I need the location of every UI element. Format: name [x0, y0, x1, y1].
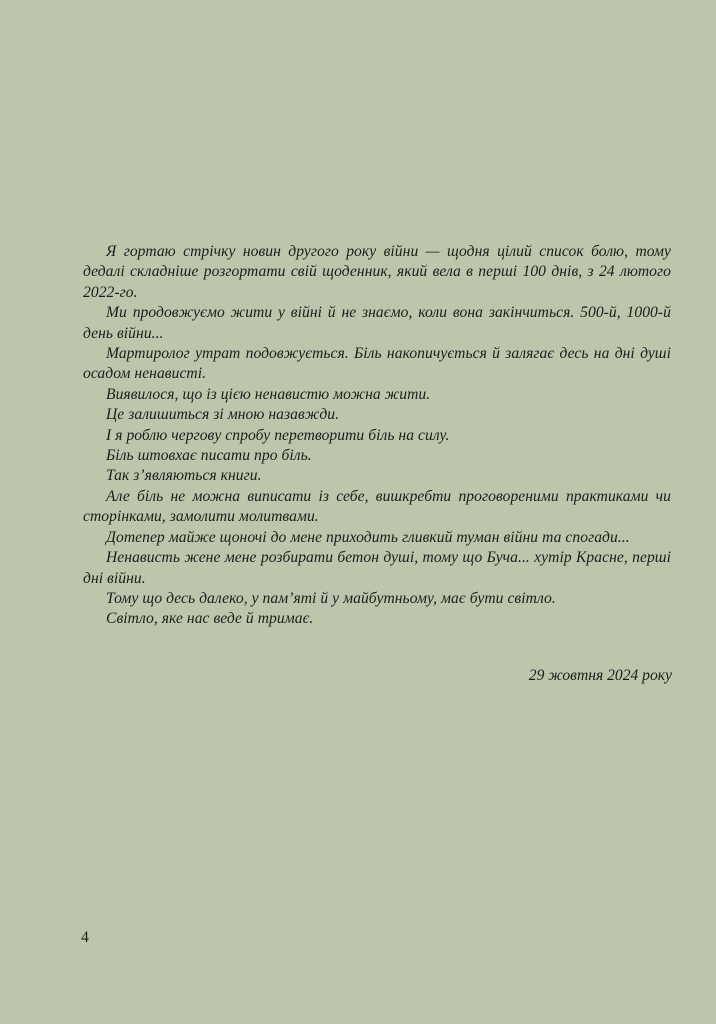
paragraph-6: І я роблю чергову спробу перетворити біль на силу. [106, 426, 450, 444]
paragraph-3: Мартиролог утрат подовжується. Біль накопичується й залягає десь на дні душі осадом ненависті. [83, 345, 671, 383]
paragraph-7: Біль штовхає писати про біль. [106, 447, 312, 465]
diary-text [83, 242, 671, 630]
paragraph-1: Я гортаю стрічку новин другого року війни — щодня цілий список болю, тому дедалі складніше розгортати свій щоденник, який вела в перші 100 днів, з 24 лютого 2022-го. [83, 243, 671, 301]
paragraph-11: Ненависть жене мене розбирати бетон душі, тому що Буча... хутір Красне, перші дні війни. [83, 549, 671, 587]
paragraph-9: Але біль не можна виписати із себе, вишкребти проговореними практиками чи сторінками, замолити молитвами. [83, 487, 671, 526]
paragraph-5: Це залишиться зі мною назавжди. [106, 406, 340, 424]
date-signature: 29 жовтня 2024 року [528, 667, 672, 684]
paragraph-8: Так з’являються книги. [106, 467, 262, 485]
page-number: 4 [81, 929, 89, 946]
paragraph-12: Тому що десь далеко, у пам’яті й у майбутньому, має бути світло. [106, 589, 556, 607]
paragraph-2: Ми продовжуємо жити у війні й не знаємо, коли вона закінчиться. 500-й, 1000-й день війни... [83, 304, 671, 342]
paragraph-13: Світло, яке нас веде й тримає. [106, 610, 314, 628]
paragraph-4: Виявилося, що із цією ненавистю можна жити. [106, 385, 431, 403]
paragraph-10: Дотепер майже щоночі до мене приходить гливкий туман війни та спогади... [106, 528, 630, 546]
